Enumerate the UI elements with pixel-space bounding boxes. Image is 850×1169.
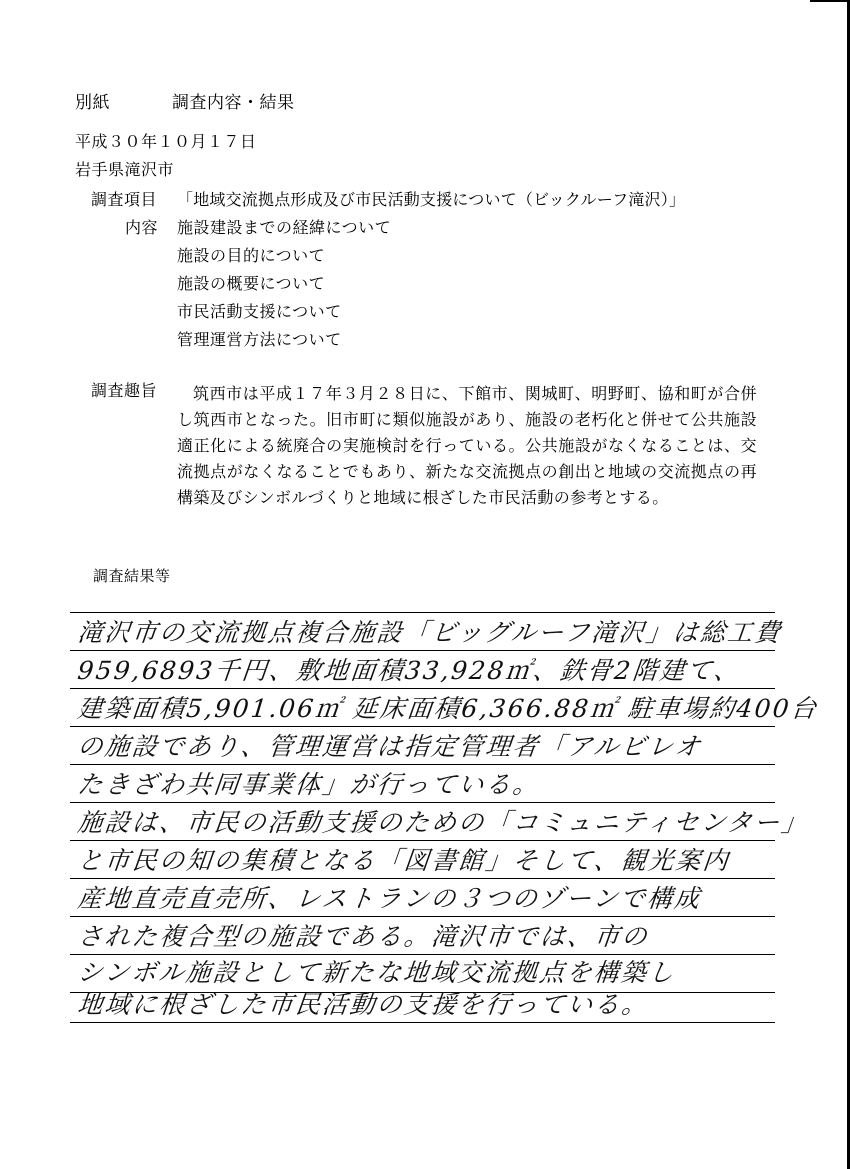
purpose-paragraph: 筑西市は平成１７年３月２８日に、下館市、関城町、明野町、協和町が合併し筑西市となった。旧市町に類似施設があり、施設の老朽化と併せて公共施設適正化による統廃合の実施検討を行っている。公共施設がなくなることは、交流拠点がなくなることでもあり、新たな交流拠点の創出と地域の交流拠点の再構築及びシンボルづくりと地域に根ざした市民活動の参考とする。 — [177, 384, 757, 507]
survey-item-text: 「地域交流拠点形成及び市民活動支援について（ビックルーフ滝沢）」 — [177, 190, 686, 209]
survey-date: 平成３０年１０月１７日 — [75, 132, 257, 151]
handwritten-line: された複合型の施設である。滝沢市では、市の — [76, 922, 651, 951]
content-item: 施設の目的について — [177, 246, 326, 265]
handwritten-line: の施設であり、管理運営は指定管理者「アルビレオ — [76, 732, 704, 761]
attachment-label: 別紙 — [75, 93, 110, 113]
handwritten-line: 滝沢市の交流拠点複合施設「ビッグルーフ滝沢」は総工費 — [76, 618, 784, 647]
results-label: 調査結果等 — [93, 567, 171, 585]
ruled-line — [70, 878, 775, 879]
handwritten-line: 産地直売直売所、レストランの３つのゾーンで構成 — [76, 884, 704, 913]
handwritten-line: と市民の知の集積となる「図書館」そして、観光案内 — [76, 846, 732, 875]
ruled-line — [70, 764, 775, 765]
content-label: 内容 — [125, 218, 159, 237]
handwritten-line: 地域に根ざした市民活動の支援を行っている。 — [76, 990, 651, 1019]
survey-location: 岩手県滝沢市 — [75, 160, 175, 179]
content-list — [177, 218, 391, 358]
ruled-line — [70, 650, 775, 651]
ruled-line — [70, 954, 775, 955]
content-item: 施設の概要について — [177, 274, 326, 293]
content-item: 市民活動支援について — [177, 302, 342, 321]
handwritten-line: シンボル施設として新たな地域交流拠点を構築し — [76, 958, 677, 987]
ruled-line — [70, 802, 775, 803]
survey-item-label: 調査項目 — [91, 190, 158, 209]
ruled-line — [70, 688, 775, 689]
handwritten-line: 施設は、市民の活動支援のための「コミュニティセンター」 — [76, 808, 811, 837]
purpose-label: 調査趣旨 — [91, 381, 158, 400]
content-item: 管理運営方法について — [177, 330, 342, 349]
content-item: 施設建設までの経緯について — [177, 218, 392, 237]
ruled-line — [70, 916, 775, 917]
ruled-line — [70, 726, 775, 727]
handwritten-line: 建築面積5,901.06㎡ 延床面積6,366.88㎡ 駐車場約400台 — [76, 694, 820, 723]
handwritten-line: たきざわ共同事業体」が行っている。 — [76, 770, 542, 799]
document-title: 調査内容・結果 — [172, 93, 295, 113]
ruled-line — [70, 612, 775, 613]
ruled-line — [70, 1022, 775, 1023]
scan-edge-top — [810, 0, 850, 2]
ruled-line — [70, 840, 775, 841]
handwritten-line: 959,6893千円、敷地面積33,928㎡、鉄骨2階建て、 — [76, 656, 743, 685]
